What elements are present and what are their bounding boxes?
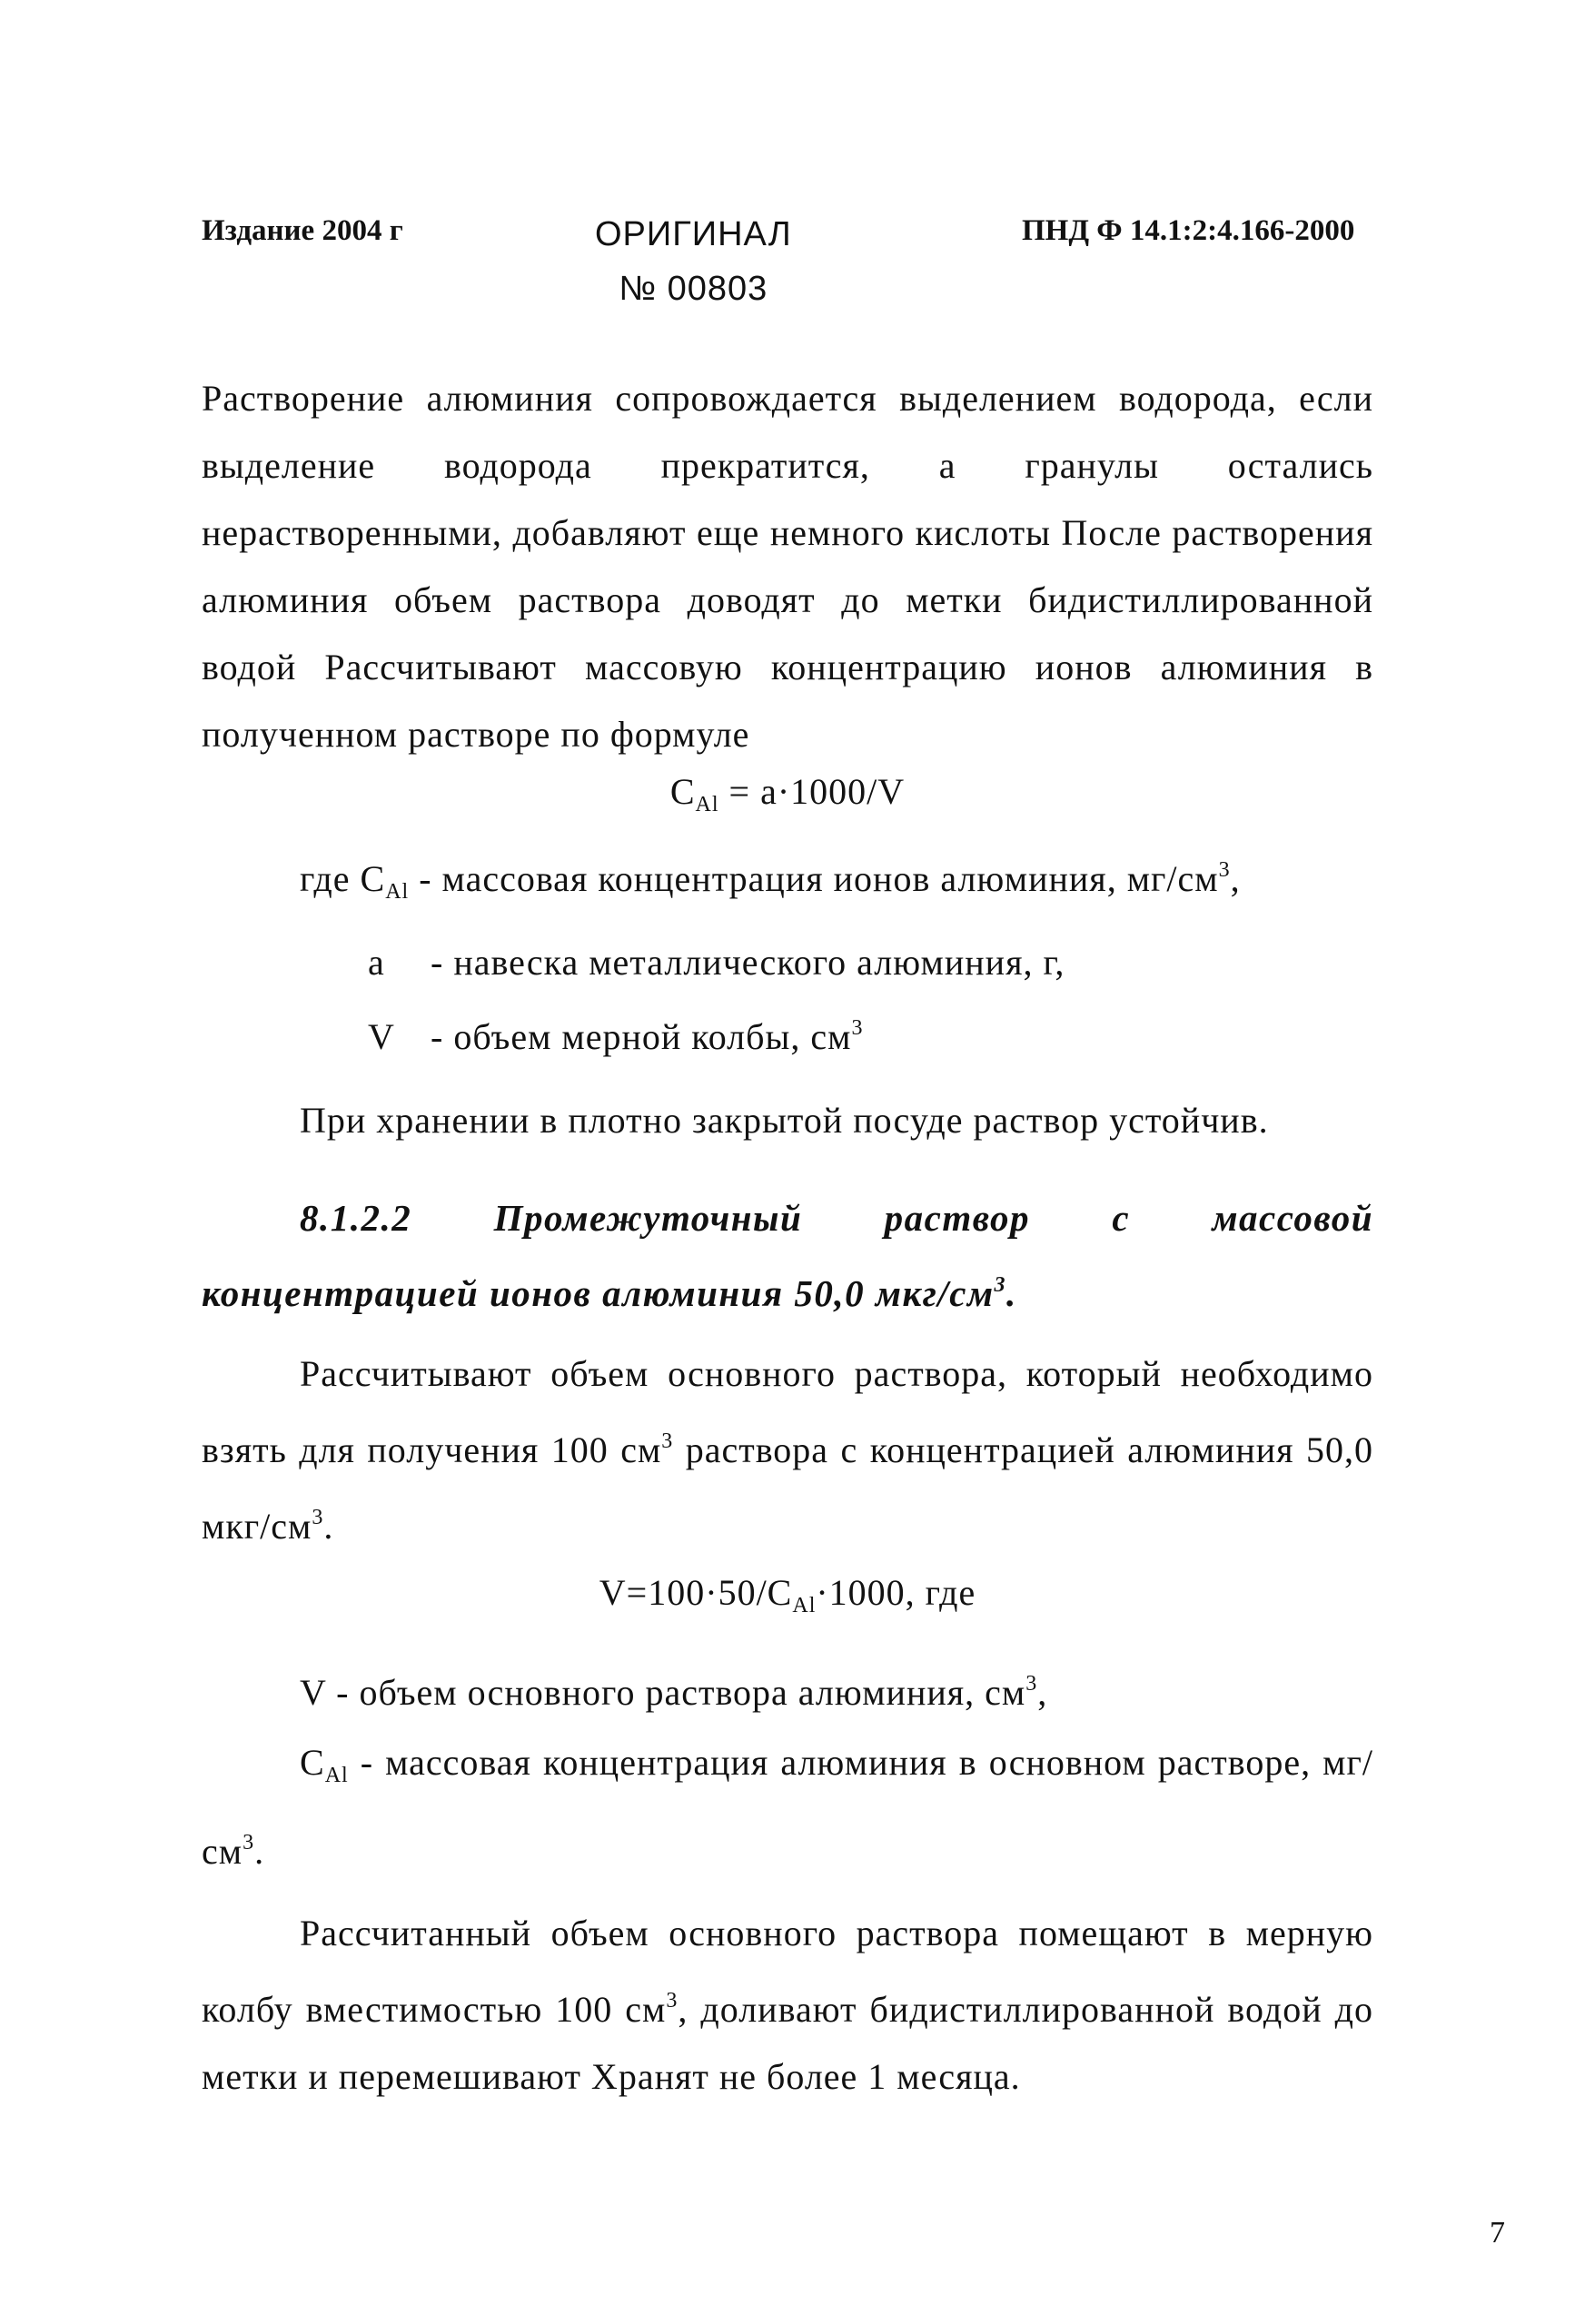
stamp-title: ОРИГИНАЛ [595, 215, 792, 253]
formula-concentration: $C_{Al} = a\cdot 1000/V$ [669, 771, 906, 816]
legend-c-al-main: $C_{Al}$ - массовая концентрация алюминия в основном растворе, $мг/см^3$. [202, 1742, 1373, 1872]
page-number: 7 [1490, 2216, 1505, 2250]
legend-a-symbol: a [368, 942, 385, 983]
paragraph-calculation: Рассчитывают объем основного раствора, который необходимо взять для получения 100 $см^3$ раствора с концентрацией алюминия 50,0 мкг/$см^3$. [202, 1353, 1373, 1547]
paragraph-dissolution: Растворение алюминия сопровождается выделением водорода, если выделение водорода прекратится, а гранулы остались нерастворенными, добавляют еще немного кислоты После растворения алюминия объем раствора доводят до метки бидистиллированной водой Рассчитывают массовую концентрацию ионов алюминия в полученном растворе по формуле [202, 378, 1373, 755]
legend-a-text: - навеска металлического алюминия, г, [431, 942, 1065, 983]
stamp-number: № 00803 [619, 270, 768, 308]
document-code: ПНД Ф 14.1:2:4.166-2000 [1022, 214, 1355, 247]
legend-v-text: - объем мерной колбы, $см^3$ [431, 1016, 864, 1057]
paragraph-preparation: Рассчитанный объем основного раствора помещают в мерную колбу вместимостью 100 $см^3$, доливают бидистиллированной водой до метки и перемешивают Хранят не более 1 месяца. [202, 1913, 1373, 2097]
paragraph-storage: При хранении в плотно закрытой посуде раствор устойчив. [300, 1100, 1269, 1141]
edition-label: Издание 2004 г [202, 214, 403, 247]
original-stamp [595, 207, 792, 316]
legend-c-al: где $C_{Al}$ - массовая концентрация ионов алюминия, $мг/см^3$, [300, 858, 1241, 904]
formula-volume: $V=100\cdot 50/C_{Al}\cdot 1000$, где [599, 1572, 976, 1617]
legend-v-symbol: V [368, 1016, 395, 1057]
section-heading: 8.1.2.2 Промежуточный раствор с массовой концентрацией ионов алюминия 50,0 мкг/$см^3$. [202, 1197, 1373, 1314]
legend-v-main: V - объем основного раствора алюминия, $см^3$, [300, 1672, 1048, 1713]
